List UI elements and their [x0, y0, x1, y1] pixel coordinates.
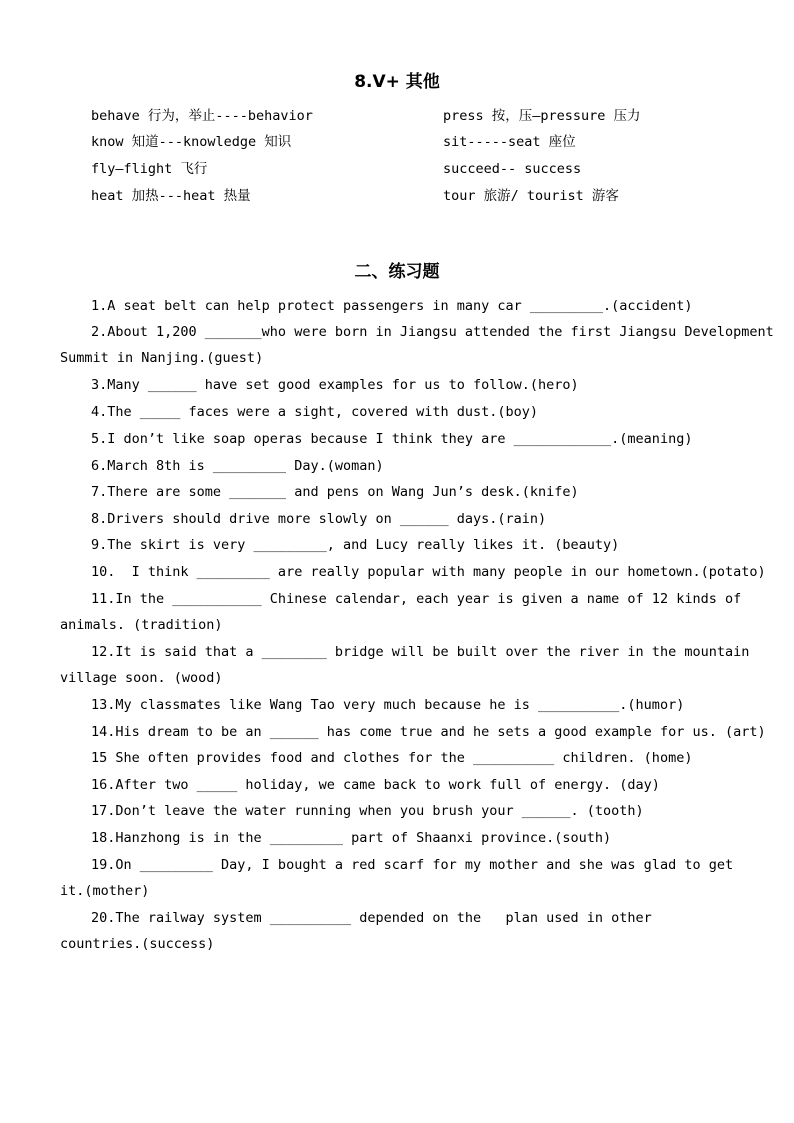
exercise-line: 3.Many ______ have set good examples for us to follow.(hero): [91, 377, 579, 393]
exercise-heading: 二、练习题: [354, 262, 440, 282]
vocab-item: tour 旅游/ tourist 游客: [443, 188, 619, 204]
exercise-line: 11.In the ___________ Chinese calendar, each year is given a name of 12 kinds of: [91, 591, 742, 607]
exercise-line: 10. I think _________ are really popular with many people in our hometown.(potato): [91, 564, 766, 580]
exercise-line: 5.I don’t like soap operas because I think they are ____________.(meaning): [91, 431, 693, 447]
exercise-line: 4.The _____ faces were a sight, covered with dust.(boy): [91, 404, 539, 420]
vocab-item: behave 行为，举止----behavior: [91, 108, 313, 124]
vocab-item: press 按，压—pressure 压力: [443, 108, 641, 124]
vocab-item: sit-----seat 座位: [443, 134, 576, 150]
section-heading: 8.V+ 其他: [354, 72, 440, 92]
exercise-line: 16.After two _____ holiday, we came back to work full of energy. (day): [91, 777, 660, 793]
exercise-line: countries.(success): [60, 936, 215, 952]
exercise-line: 15 She often provides food and clothes for the __________ children. (home): [91, 750, 693, 766]
exercise-line: 13.My classmates like Wang Tao very much because he is __________.(humor): [91, 697, 685, 713]
exercise-line: 9.The skirt is very _________, and Lucy really likes it. (beauty): [91, 537, 620, 553]
vocab-item: succeed-- success: [443, 161, 582, 177]
exercise-line: Summit in Nanjing.(guest): [60, 350, 264, 366]
vocab-item: fly—flight 飞行: [91, 161, 208, 177]
exercise-line: 20.The railway system __________ depended on the plan used in other: [91, 910, 652, 926]
vocab-item: know 知道---knowledge 知识: [91, 134, 292, 150]
exercise-line: 2.About 1,200 _______who were born in Jiangsu attended the first Jiangsu Development: [91, 324, 774, 340]
exercise-line: 19.On _________ Day, I bought a red scarf for my mother and she was glad to get: [91, 857, 734, 873]
exercise-line: 8.Drivers should drive more slowly on ______ days.(rain): [91, 511, 547, 527]
exercise-line: 12.It is said that a ________ bridge will be built over the river in the mountain: [91, 644, 750, 660]
exercise-line: 6.March 8th is _________ Day.(woman): [91, 458, 384, 474]
exercise-line: animals. (tradition): [60, 617, 223, 633]
exercise-line: 17.Don’t leave the water running when you brush your ______. (tooth): [91, 803, 644, 819]
exercise-line: it.(mother): [60, 883, 150, 899]
exercise-line: 1.A seat belt can help protect passengers in many car _________.(accident): [91, 298, 693, 314]
vocab-item: heat 加热---heat 热量: [91, 188, 251, 204]
exercise-line: 14.His dream to be an ______ has come true and he sets a good example for us. (art): [91, 724, 766, 740]
exercise-line: 18.Hanzhong is in the _________ part of Shaanxi province.(south): [91, 830, 612, 846]
exercise-line: 7.There are some _______ and pens on Wang Jun’s desk.(knife): [91, 484, 579, 500]
exercise-line: village soon. (wood): [60, 670, 223, 686]
